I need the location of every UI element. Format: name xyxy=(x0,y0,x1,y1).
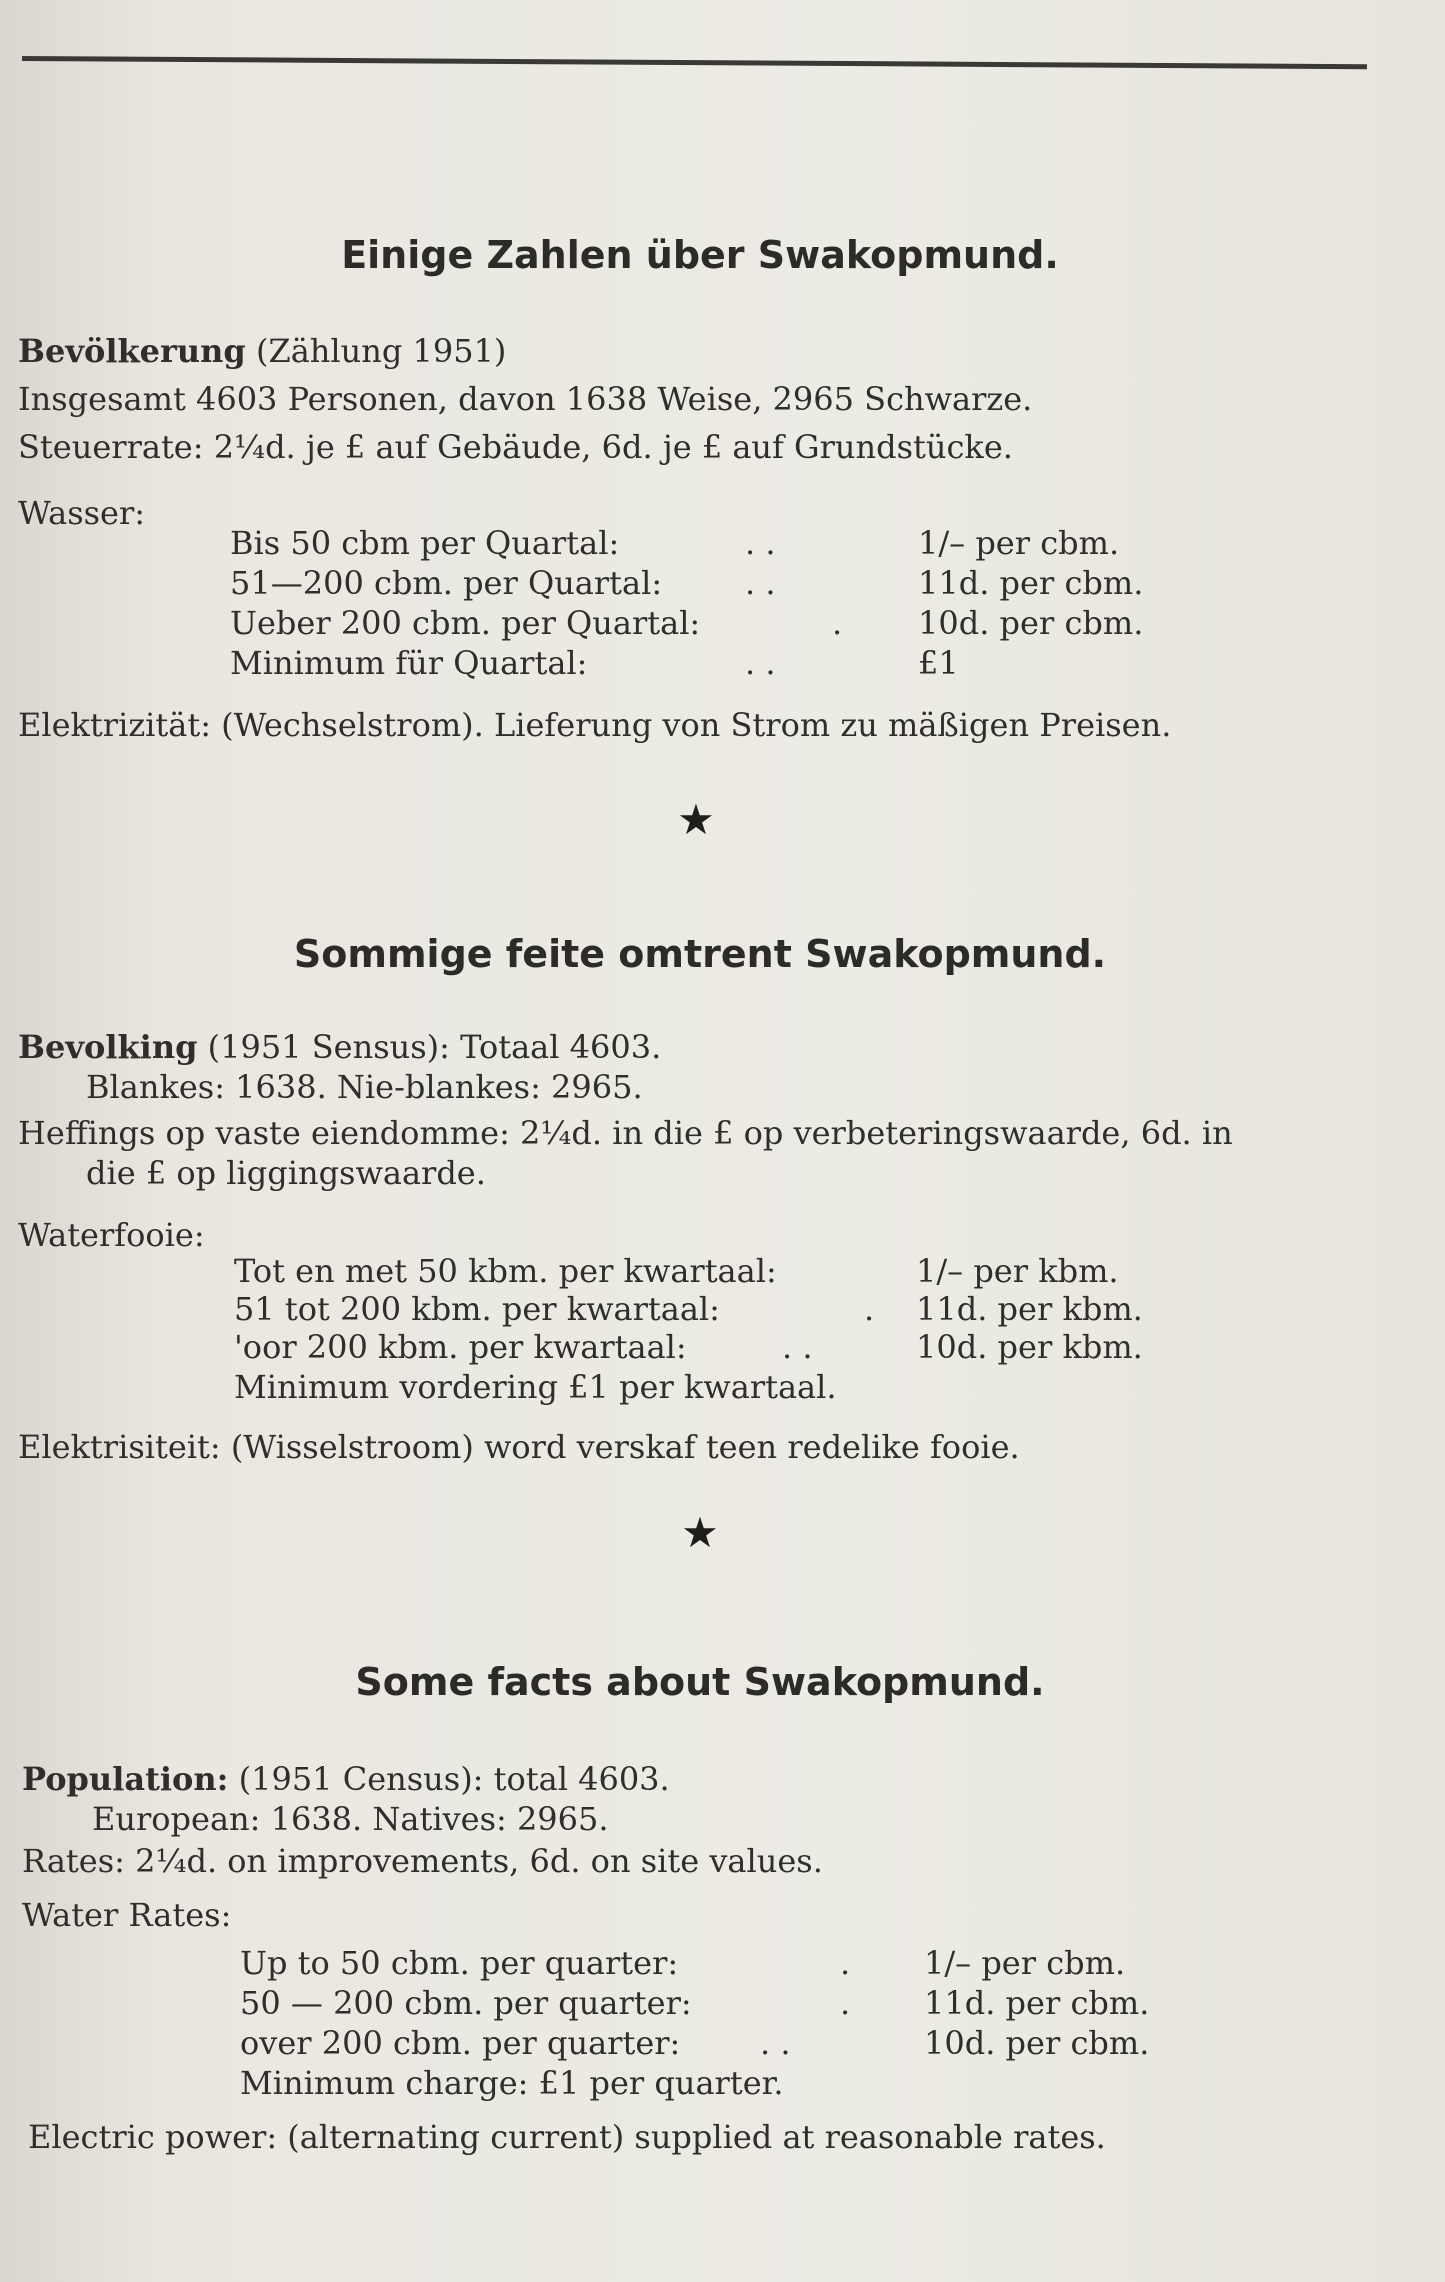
star-separator-icon: ★ xyxy=(677,795,715,844)
english-rates-line: Rates: 2¼d. on improvements, 6d. on site values. xyxy=(22,1842,823,1880)
german-water-row-dots: . . xyxy=(745,564,776,602)
english-water-row-label: 50 — 200 cbm. per quarter: xyxy=(240,1984,692,2022)
afrikaans-water-row xyxy=(234,1328,1194,1368)
german-water-row-value: 1/– per cbm. xyxy=(918,524,1120,562)
english-water-row-dots: . xyxy=(840,1984,851,2022)
afrikaans-population-heading xyxy=(18,1028,661,1066)
german-water-row xyxy=(230,644,1190,684)
english-population-note: (1951 Census): total 4603. xyxy=(228,1760,670,1798)
afrikaans-water-row xyxy=(234,1252,1194,1292)
afrikaans-water-row-value: 10d. per kbm. xyxy=(916,1328,1143,1366)
english-population-line: European: 1638. Natives: 2965. xyxy=(92,1800,609,1838)
german-tax-line: Steuerrate: 2¼d. je £ auf Gebäude, 6d. je £ auf Grundstücke. xyxy=(18,428,1013,466)
german-electric-line: Elektrizität: (Wechselstrom). Lieferung von Strom zu mäßigen Preisen. xyxy=(18,706,1172,744)
english-population-heading xyxy=(22,1760,670,1798)
english-water-row xyxy=(240,1984,1200,2024)
top-rule xyxy=(22,56,1367,69)
afrikaans-water-row-dots: . . xyxy=(782,1328,813,1366)
afrikaans-water-label: Waterfooie: xyxy=(18,1216,205,1254)
english-electric-line: Electric power: (alternating current) supplied at reasonable rates. xyxy=(28,2118,1106,2156)
english-water-row-dots: . xyxy=(840,1944,851,1982)
afrikaans-tax-line-2: die £ op liggingswaarde. xyxy=(86,1154,486,1192)
afrikaans-heading: Sommige feite omtrent Swakopmund. xyxy=(293,932,1107,976)
german-population-line: Insgesamt 4603 Personen, davon 1638 Weise, 2965 Schwarze. xyxy=(18,380,1033,418)
afrikaans-water-row-value: 1/– per kbm. xyxy=(916,1252,1119,1290)
afrikaans-water-row-label: 51 tot 200 kbm. per kwartaal: xyxy=(234,1290,720,1328)
german-water-row-label: Minimum für Quartal: xyxy=(230,644,588,682)
afrikaans-population-note: (1951 Sensus): Totaal 4603. xyxy=(197,1028,662,1066)
german-water-row xyxy=(230,564,1190,604)
afrikaans-tax-line-1: Heffings op vaste eiendomme: 2¼d. in die £ op verbeteringswaarde, 6d. in xyxy=(18,1114,1233,1152)
afrikaans-population-line: Blankes: 1638. Nie-blankes: 2965. xyxy=(86,1068,643,1106)
afrikaans-electric-line: Elektrisiteit: (Wisselstroom) word verskaf teen redelike fooie. xyxy=(18,1428,1020,1466)
german-water-row xyxy=(230,604,1190,644)
afrikaans-water-row-value: 11d. per kbm. xyxy=(916,1290,1143,1328)
english-water-row xyxy=(240,1944,1200,1984)
german-water-row-label: Bis 50 cbm per Quartal: xyxy=(230,524,620,562)
german-water-label: Wasser: xyxy=(18,494,146,532)
english-water-row-dots: . . xyxy=(760,2024,791,2062)
english-water-row-value: 11d. per cbm. xyxy=(924,1984,1150,2022)
afrikaans-water-row-label: 'oor 200 kbm. per kwartaal: xyxy=(234,1328,687,1366)
afrikaans-population-label: Bevolking xyxy=(18,1028,198,1066)
afrikaans-minimum-line: Minimum vordering £1 per kwartaal. xyxy=(234,1368,837,1406)
english-water-row-value: 10d. per cbm. xyxy=(924,2024,1150,2062)
german-water-row-value: £1 xyxy=(918,644,959,682)
english-population-label: Population: xyxy=(22,1760,229,1798)
english-water-row xyxy=(240,2024,1200,2064)
german-population-note: (Zählung 1951) xyxy=(245,332,507,370)
afrikaans-water-row xyxy=(234,1290,1194,1330)
english-heading: Some facts about Swakopmund. xyxy=(355,1660,1045,1704)
german-water-row-dots: . . xyxy=(745,524,776,562)
afrikaans-water-row-dots: . xyxy=(864,1290,875,1328)
german-water-row-label: Ueber 200 cbm. per Quartal: xyxy=(230,604,701,642)
english-minimum-line: Minimum charge: £1 per quarter. xyxy=(240,2064,784,2102)
german-water-row-label: 51—200 cbm. per Quartal: xyxy=(230,564,663,602)
english-water-row-value: 1/– per cbm. xyxy=(924,1944,1126,1982)
german-water-row-value: 10d. per cbm. xyxy=(918,604,1144,642)
german-water-row-dots: . . xyxy=(745,644,776,682)
german-water-row xyxy=(230,524,1190,564)
star-separator-icon: ★ xyxy=(681,1508,719,1557)
english-water-row-label: Up to 50 cbm. per quarter: xyxy=(240,1944,679,1982)
german-population-label: Bevölkerung xyxy=(18,332,246,370)
german-heading: Einige Zahlen über Swakopmund. xyxy=(341,233,1059,277)
german-water-row-dots: . xyxy=(832,604,843,642)
english-water-row-label: over 200 cbm. per quarter: xyxy=(240,2024,681,2062)
german-population-heading xyxy=(18,332,506,370)
english-water-label: Water Rates: xyxy=(22,1896,232,1934)
german-water-row-value: 11d. per cbm. xyxy=(918,564,1144,602)
afrikaans-water-row-label: Tot en met 50 kbm. per kwartaal: xyxy=(234,1252,777,1290)
